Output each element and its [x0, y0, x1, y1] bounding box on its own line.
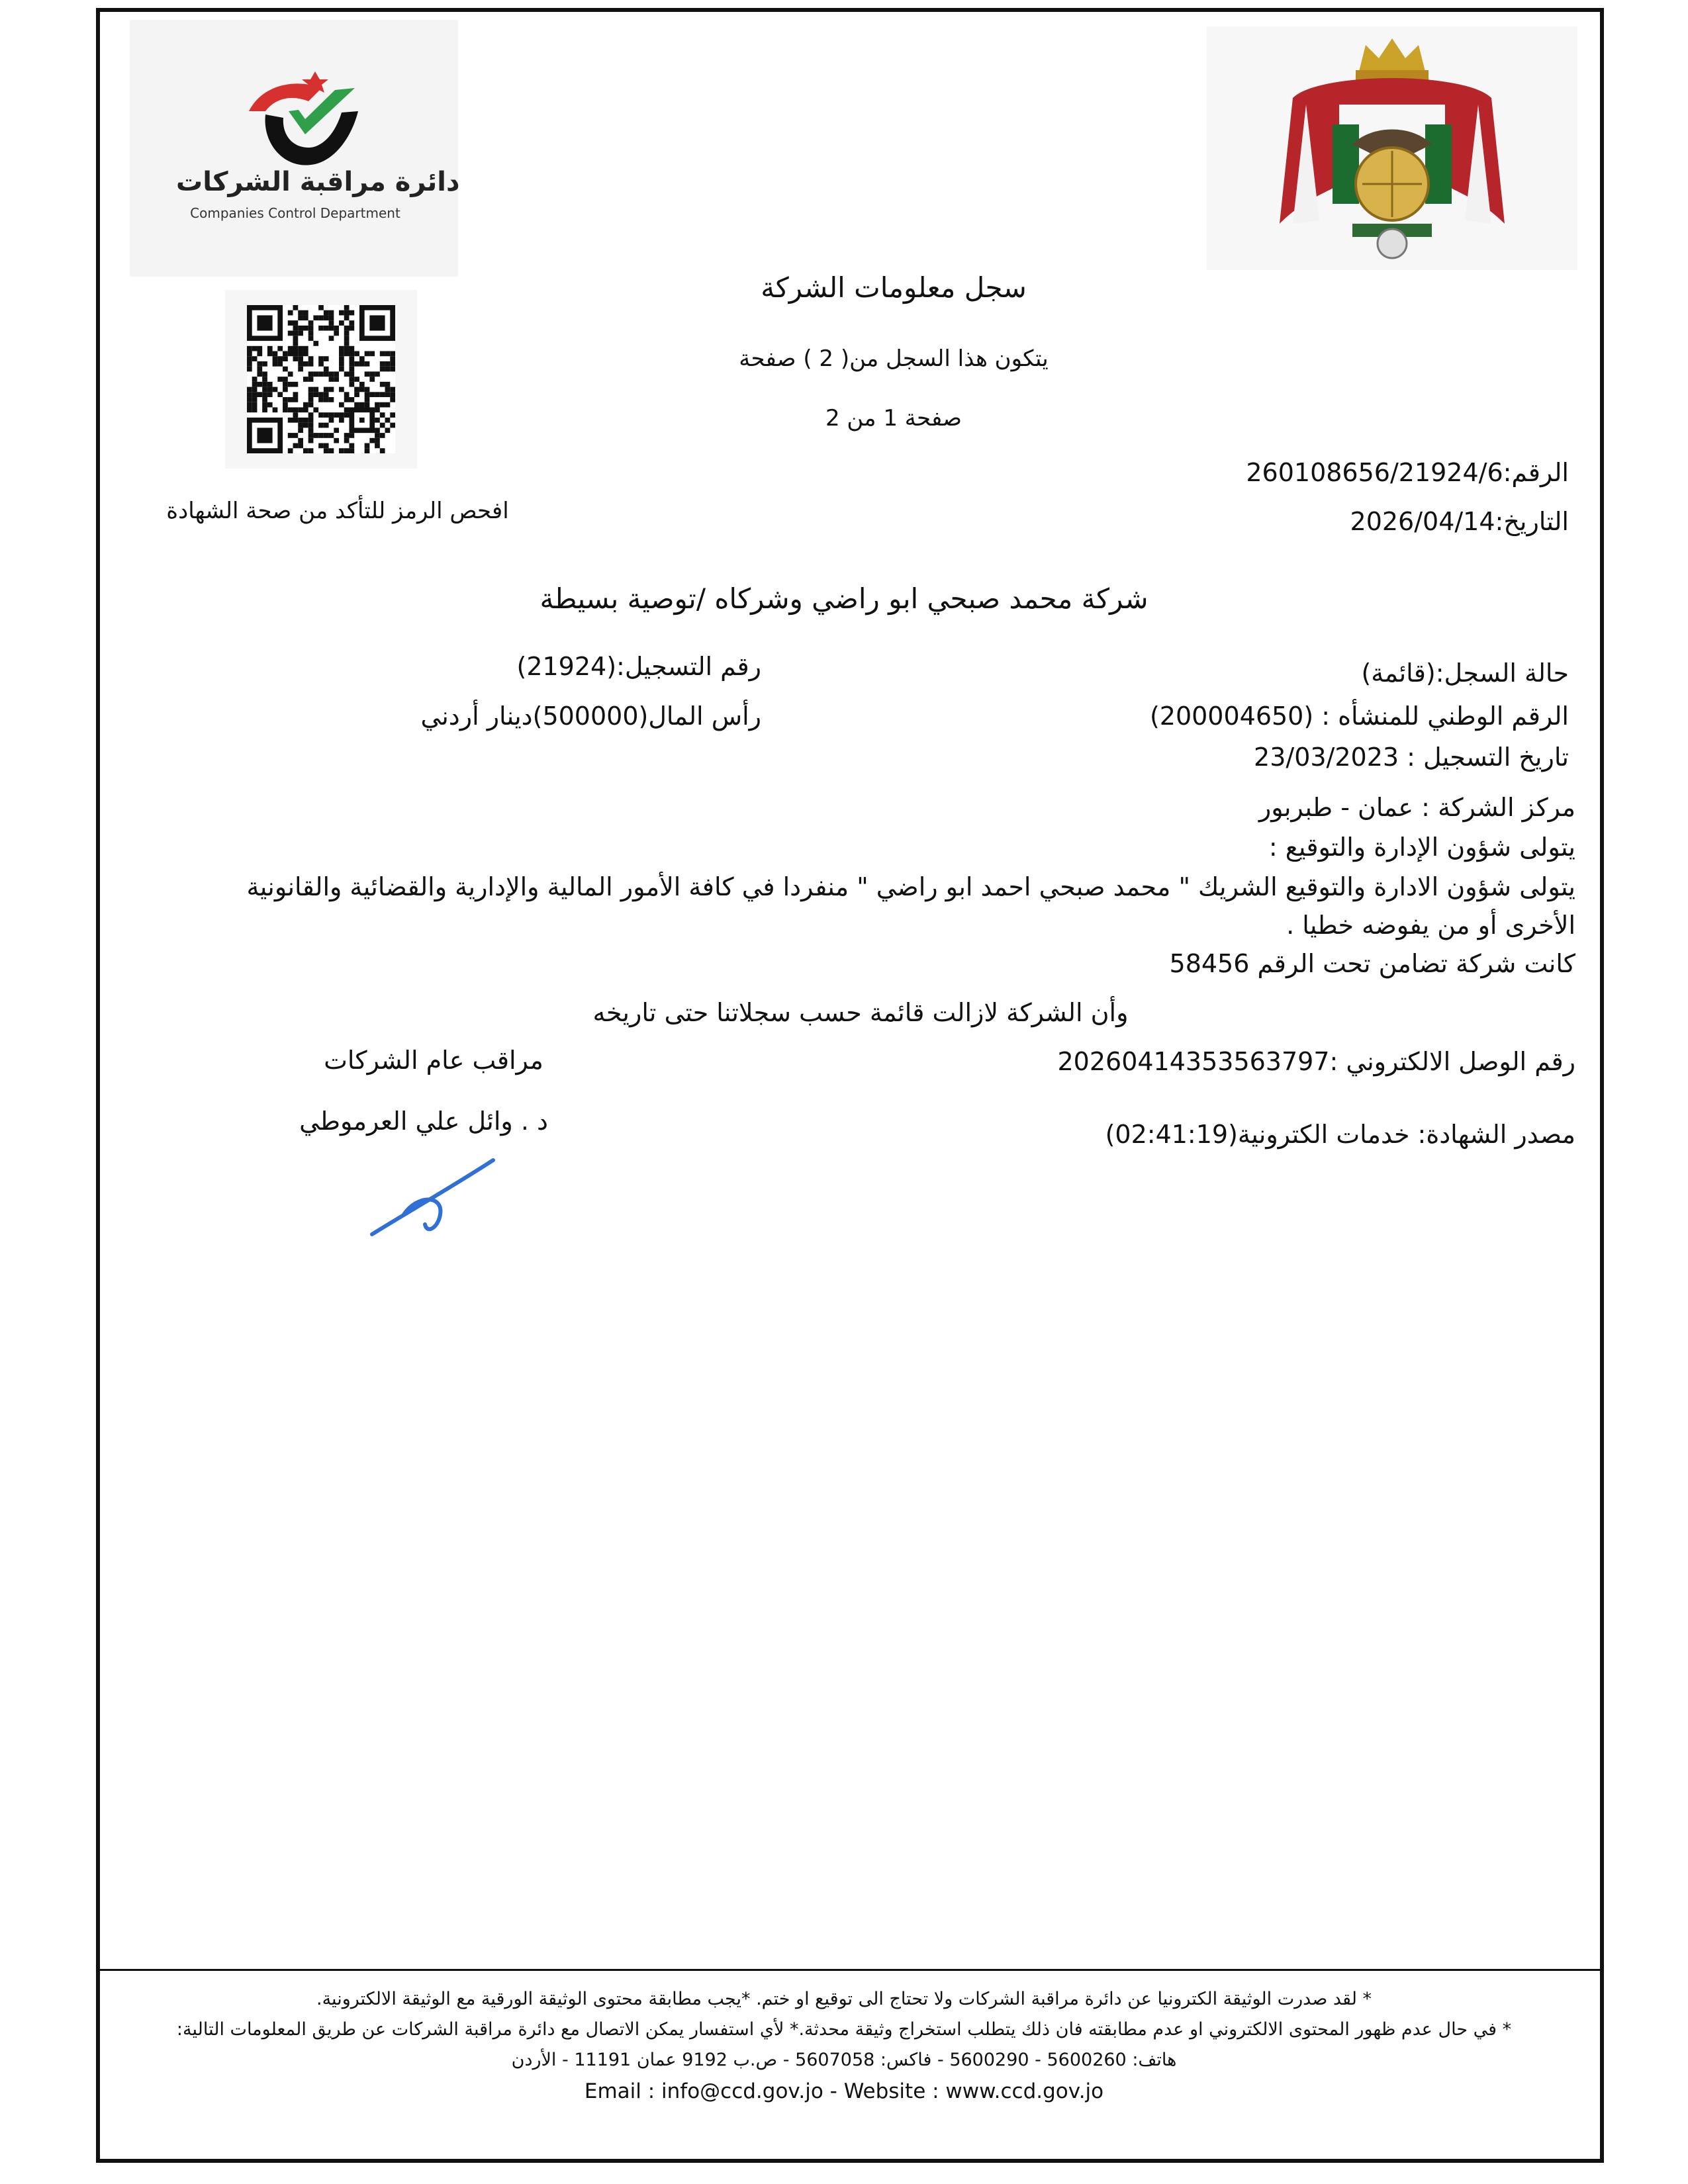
- reference-number-label: الرقم:: [1503, 458, 1569, 487]
- footer-line-2: * في حال عدم ظهور المحتوى الالكتروني او عدم مطابقته فان ذلك يتطلب استخراج وثيقة محدثة.* لأي استفسار يمكن الاتصال مع دائرة مراقبة الشركات عن طريق المعلومات التالية:: [176, 2019, 1512, 2040]
- footer-rule: [99, 1969, 1601, 1971]
- ccd-name-en: Companies Control Department: [190, 205, 400, 221]
- status-statement: وأن الشركة لازالت قائمة حسب سجلاتنا حتى تاريخه: [592, 998, 1129, 1027]
- ccd-name-ar: دائرة مراقبة الشركات: [176, 167, 460, 197]
- page-count-line: يتكون هذا السجل من( 2 ) صفحة: [739, 345, 1049, 372]
- footer-line-1: * لقد صدرت الوثيقة الكترونيا عن دائرة مراقبة الشركات ولا تحتاج الى توقيع او ختم. *يجب مطابقة محتوى الوثيقة الورقية مع الوثيقة الالكترونية.: [316, 1989, 1372, 2009]
- company-headquarters: مركز الشركة : عمان - طبربور: [1258, 793, 1575, 822]
- qr-code-icon: [247, 305, 395, 453]
- capital: رأس المال(500000)دينار أردني: [420, 702, 761, 731]
- reference-date: [1350, 507, 1569, 536]
- ccd-logo: [130, 20, 458, 277]
- management-heading: يتولى شؤون الإدارة والتوقيع :: [1268, 833, 1575, 862]
- electronic-receipt: [1058, 1047, 1576, 1076]
- electronic-receipt-label: رقم الوصل الالكتروني :: [1329, 1047, 1575, 1076]
- management-line-3: كانت شركة تضامن تحت الرقم 58456: [1169, 949, 1575, 978]
- management-line-2: الأخرى أو من يفوضه خطيا .: [1286, 911, 1575, 940]
- jordan-coat-of-arms-icon: [1253, 32, 1531, 263]
- signature-icon: [364, 1155, 503, 1244]
- footer-line-4: Email : info@ccd.gov.jo - Website : www.ccd.gov.jo: [584, 2079, 1104, 2103]
- record-status: حالة السجل:(قائمة): [1361, 659, 1569, 688]
- qr-code-frame: [225, 290, 417, 469]
- company-name: شركة محمد صبحي ابو راضي وشركاه /توصية بسيطة: [539, 582, 1149, 615]
- coat-of-arms: [1207, 26, 1577, 270]
- page-number-line: صفحة 1 من 2: [825, 405, 962, 432]
- national-number: الرقم الوطني للمنشأه : (200004650): [1149, 702, 1569, 731]
- registration-date: تاريخ التسجيل : 23/03/2023: [1254, 743, 1569, 772]
- reference-number-value: 260108656/21924/6: [1246, 458, 1503, 487]
- reference-date-label: التاريخ:: [1495, 507, 1569, 536]
- management-line-1: يتولى شؤون الادارة والتوقيع الشريك " محمد صبحي احمد ابو راضي " منفردا في كافة الأمور المالية والإدارية والقضائية والقانونية: [246, 872, 1575, 901]
- page-title: سجل معلومات الشركة: [761, 271, 1027, 304]
- qr-caption: افحص الرمز للتأكد من صحة الشهادة: [166, 498, 509, 524]
- reference-date-value: 2026/04/14: [1350, 507, 1495, 536]
- electronic-receipt-value: 20260414353563797: [1057, 1047, 1330, 1076]
- signatory-title: مراقب عام الشركات: [324, 1046, 543, 1075]
- reference-number: [1246, 458, 1569, 487]
- signatory-name: د . وائل علي العرموطي: [299, 1107, 548, 1136]
- registration-number: رقم التسجيل:(21924): [516, 652, 761, 681]
- footer-line-3: هاتف: 5600260 - 5600290 - فاكس: 5607058 - ص.ب 9192 عمان 11191 - الأردن: [511, 2050, 1177, 2070]
- certificate-source: مصدر الشهادة: خدمات الكترونية(02:41:19): [1105, 1120, 1575, 1149]
